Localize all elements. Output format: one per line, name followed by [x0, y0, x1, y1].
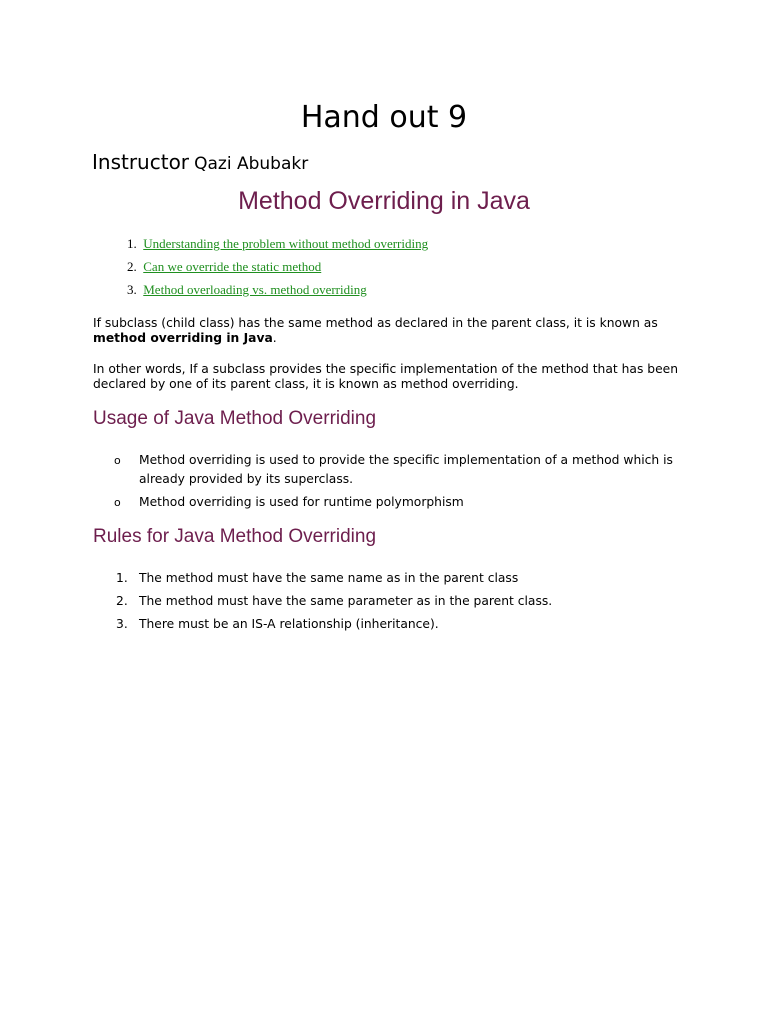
document-heading: Method Overriding in Java [238, 187, 530, 215]
intro-text: If subclass (child class) has the same method as declared in the parent class, it is known as [93, 316, 658, 330]
list-number: 2. [116, 594, 128, 608]
intro-end: . [272, 331, 277, 345]
list-item [114, 451, 679, 489]
list-number: 3. [127, 282, 137, 297]
list-number: 3. [116, 617, 128, 631]
list-item [127, 281, 428, 304]
list-item [116, 592, 552, 615]
intro-bold-term: method overriding in Java [93, 331, 273, 345]
list-item [114, 493, 679, 512]
usage-item-text: Method overriding is used for runtime polymorphism [139, 495, 464, 509]
link-override-static[interactable]: Can we override the static method [143, 259, 322, 274]
list-number: 1. [116, 571, 128, 585]
rule-text: There must be an IS-A relationship (inheritance). [139, 617, 439, 631]
link-overloading-vs-overriding[interactable]: Method overloading vs. method overriding [143, 282, 367, 297]
definition-paragraph: In other words, If a subclass provides the specific implementation of the method that has been declared by one of its parent class, it is known as method overriding. [93, 362, 678, 391]
intro-paragraph [93, 316, 693, 346]
instructor-label: Instructor [92, 150, 190, 174]
list-item [127, 258, 428, 281]
rules-list [116, 569, 552, 638]
rules-heading: Rules for Java Method Overriding [93, 526, 377, 547]
usage-heading: Usage of Java Method Overriding [93, 408, 377, 429]
instructor-line [92, 150, 308, 174]
link-understanding-problem[interactable]: Understanding the problem without method overriding [143, 236, 429, 251]
usage-list [114, 451, 679, 516]
topic-link-list [127, 235, 428, 304]
list-number: 1. [127, 236, 137, 251]
list-item [116, 615, 552, 638]
rule-text: The method must have the same parameter as in the parent class. [139, 594, 553, 608]
bullet-circle-icon: o [114, 496, 121, 509]
bullet-circle-icon: o [114, 454, 121, 467]
rule-text: The method must have the same name as in the parent class [139, 571, 519, 585]
instructor-name: Qazi Abubakr [194, 154, 309, 174]
list-item [116, 569, 552, 592]
list-item [127, 235, 428, 258]
handout-title: Hand out 9 [300, 100, 468, 135]
list-number: 2. [127, 259, 137, 274]
usage-item-text: Method overriding is used to provide the specific implementation of a method which is already provided by its superclass. [139, 453, 673, 486]
